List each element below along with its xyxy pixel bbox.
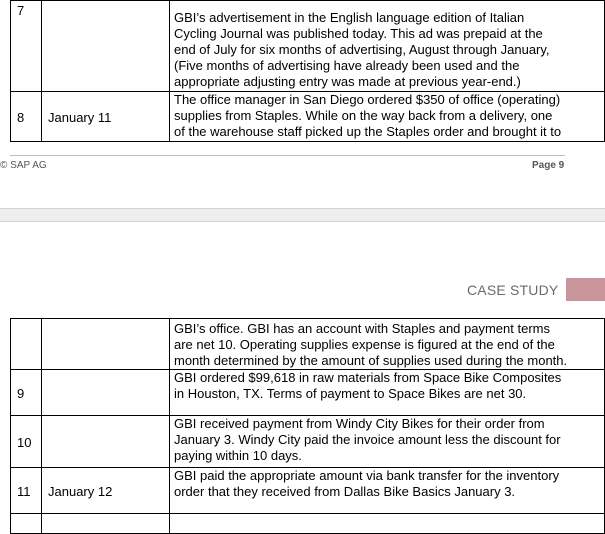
row-date: January 12 [42, 468, 170, 514]
table-row [11, 514, 605, 534]
header-accent-block [566, 278, 605, 301]
description-line: order that they received from Dallas Bike Basics January 3. [174, 484, 516, 499]
table-row [11, 468, 605, 514]
row-date: January 11 [42, 92, 170, 142]
row-number: 8 [11, 92, 42, 142]
page-break [0, 208, 605, 222]
description-line: paying within 10 days. [174, 448, 302, 463]
description-line: GBI paid the appropriate amount via bank transfer for the inventory [174, 468, 560, 483]
table-row [11, 1, 605, 92]
description-line: appropriate adjusting entry was made at previous year-end.) [174, 74, 521, 89]
row-description [170, 319, 605, 370]
row-date [42, 514, 170, 534]
case-study-header: CASE STUDY [467, 282, 559, 298]
row-description [170, 468, 605, 514]
description-line: of the warehouse staff picked up the Staples order and brought it to [174, 124, 562, 139]
row-number [11, 319, 42, 370]
row-description [170, 514, 605, 534]
row-description [170, 416, 605, 468]
table-row [11, 370, 605, 416]
row-number: 9 [11, 370, 42, 416]
row-number: 10 [11, 416, 42, 468]
description-line: The office manager in San Diego ordered $350 of office (operating) [174, 92, 561, 107]
row-description [170, 370, 605, 416]
description-line: GBI’s advertisement in the English language edition of Italian [174, 10, 525, 25]
table-row [11, 92, 605, 142]
row-number: 11 [11, 468, 42, 514]
table-row [11, 416, 605, 468]
description-line: January 3. Windy City paid the invoice amount less the discount for [174, 432, 561, 447]
description-line: (Five months of advertising have already been used and the [174, 58, 520, 73]
row-number: 7 [11, 1, 42, 92]
description-line: GBI ordered $99,618 in raw materials from Space Bike Composites [174, 370, 562, 385]
description-line: GBI received payment from Windy City Bikes for their order from [174, 416, 545, 431]
footer-copyright: © SAP AG [0, 160, 47, 171]
row-date [42, 416, 170, 468]
transactions-table-page-1 [10, 0, 605, 142]
row-date [42, 1, 170, 92]
description-line: supplies from Staples. While on the way back from a delivery, one [174, 108, 553, 123]
description-line: GBI’s office. GBI has an account with Staples and payment terms [174, 321, 550, 336]
table-row [11, 319, 605, 370]
page-number: Page 9 [532, 160, 565, 171]
transactions-table-page-2 [10, 318, 605, 534]
description-line: month determined by the amount of supplies used during the month. [174, 353, 568, 368]
row-date [42, 370, 170, 416]
description-line: end of July for six months of advertising, August through January, [174, 42, 550, 57]
description-line: are net 10. Operating supplies expense is figured at the end of the [174, 337, 555, 352]
description-line: Cycling Journal was published today. This ad was prepaid at the [174, 26, 543, 41]
footer-divider [10, 155, 565, 156]
description-line: in Houston, TX. Terms of payment to Space Bikes are net 30. [174, 386, 527, 401]
row-number [11, 514, 42, 534]
row-description [170, 1, 605, 92]
row-date [42, 319, 170, 370]
row-description [170, 92, 605, 142]
